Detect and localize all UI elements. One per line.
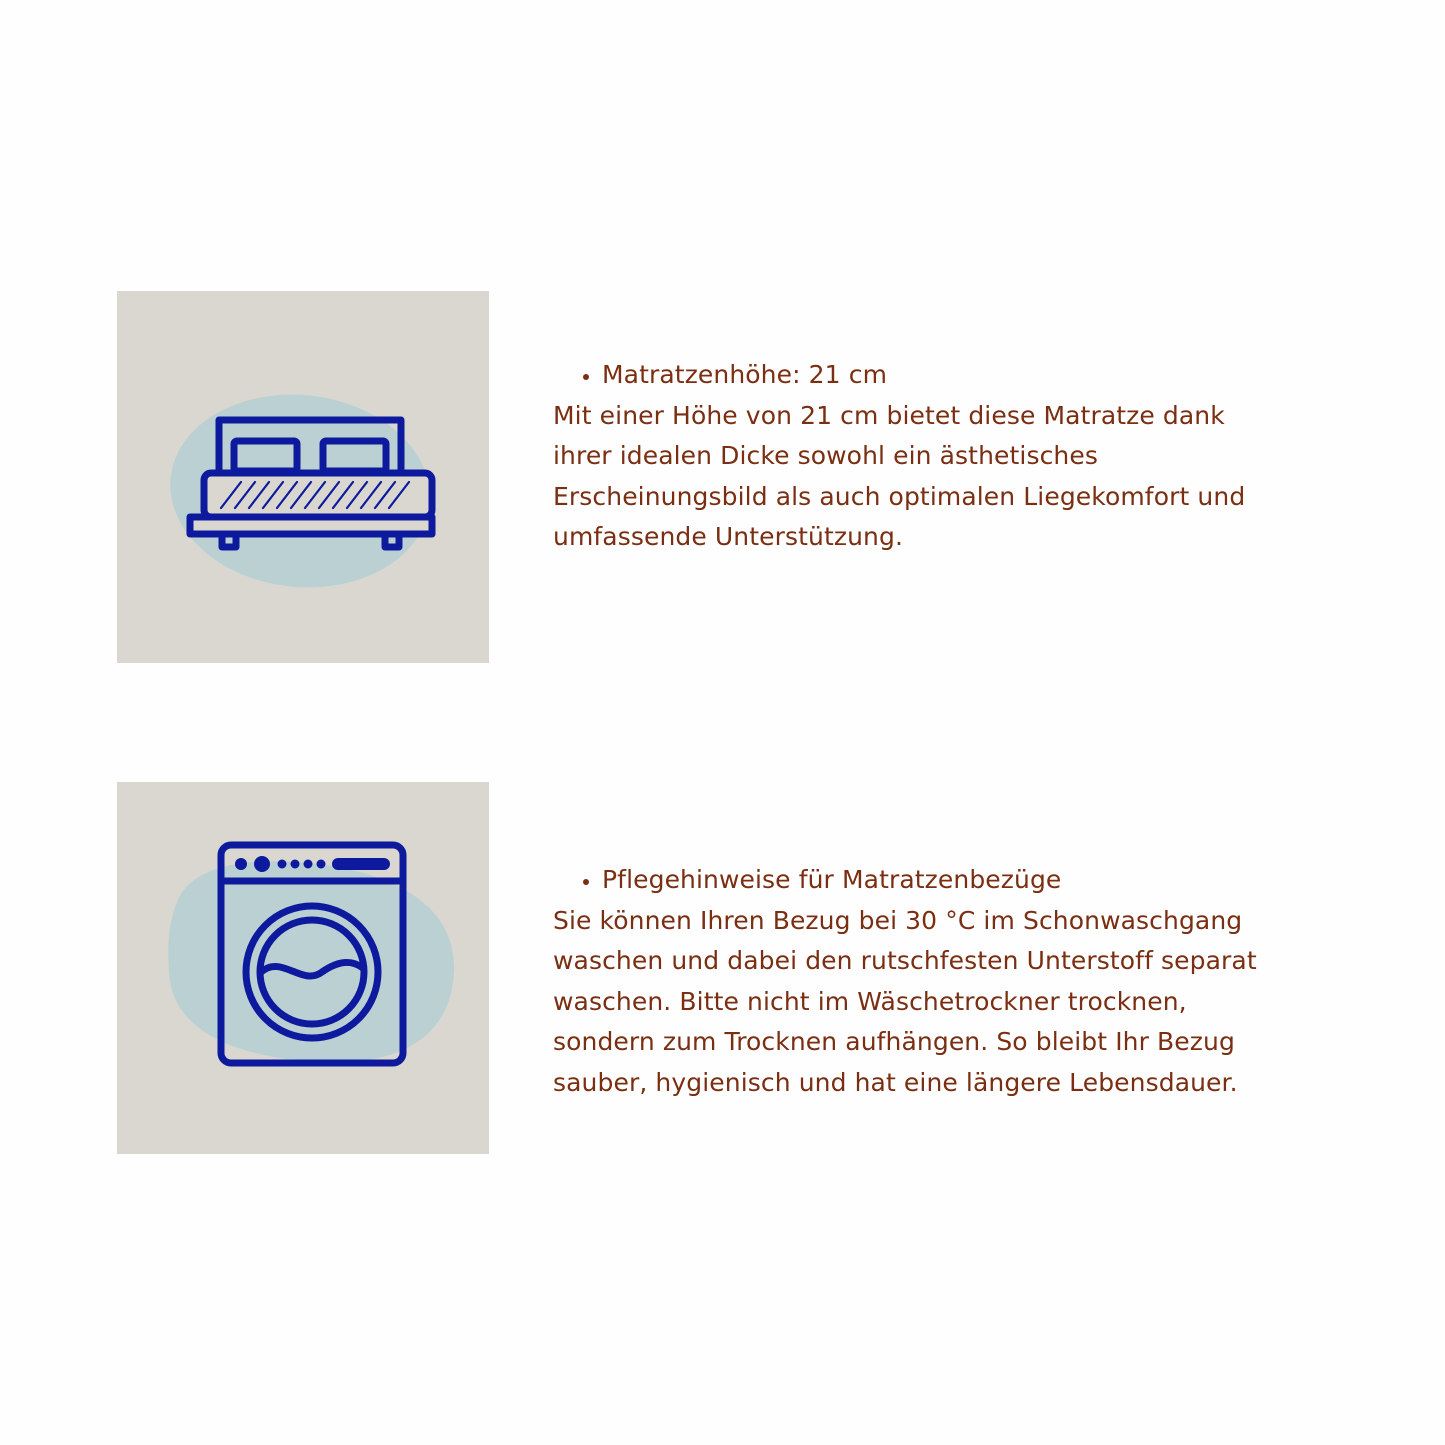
description-line: Sie können Ihren Bezug bei 30 °C im Schonwaschgang <box>553 905 1243 935</box>
feature-text <box>553 355 1373 558</box>
bullet-list <box>553 860 1373 901</box>
description-line: ihrer idealen Dicke sowohl ein ästhetisches <box>553 441 1098 470</box>
bed-icon-tile <box>117 291 489 663</box>
description-line: waschen. Bitte nicht im Wäschetrockner trocknen, <box>553 986 1187 1016</box>
feature-description <box>553 901 1373 1104</box>
description-line: waschen und dabei den rutschfesten Unterstoff separat <box>553 946 1257 975</box>
description-line: Mit einer Höhe von 21 cm bietet diese Matratze dank <box>553 400 1225 430</box>
feature-mattress-height <box>117 291 1417 663</box>
feature-text <box>553 860 1373 1103</box>
description-line: Erscheinungsbild als auch optimalen Liegekomfort und <box>553 481 1246 511</box>
description-line: sondern zum Trocknen aufhängen. So bleibt Ihr Bezug <box>553 1027 1235 1056</box>
washing-machine-icon <box>117 782 489 1154</box>
bullet-heading: • Pflegehinweise für Matratzenbezüge <box>602 860 1373 901</box>
description-line: umfassende Unterstützung. <box>553 522 903 551</box>
bed-icon <box>117 291 489 663</box>
feature-care-instructions <box>117 782 1417 1154</box>
bullet-list <box>553 355 1373 396</box>
feature-description <box>553 396 1373 558</box>
description-line: sauber, hygienisch und hat eine längere Lebensdauer. <box>553 1067 1238 1097</box>
washing-machine-icon-tile <box>117 782 489 1154</box>
bullet-heading: • Matratzenhöhe: 21 cm <box>602 355 1373 396</box>
